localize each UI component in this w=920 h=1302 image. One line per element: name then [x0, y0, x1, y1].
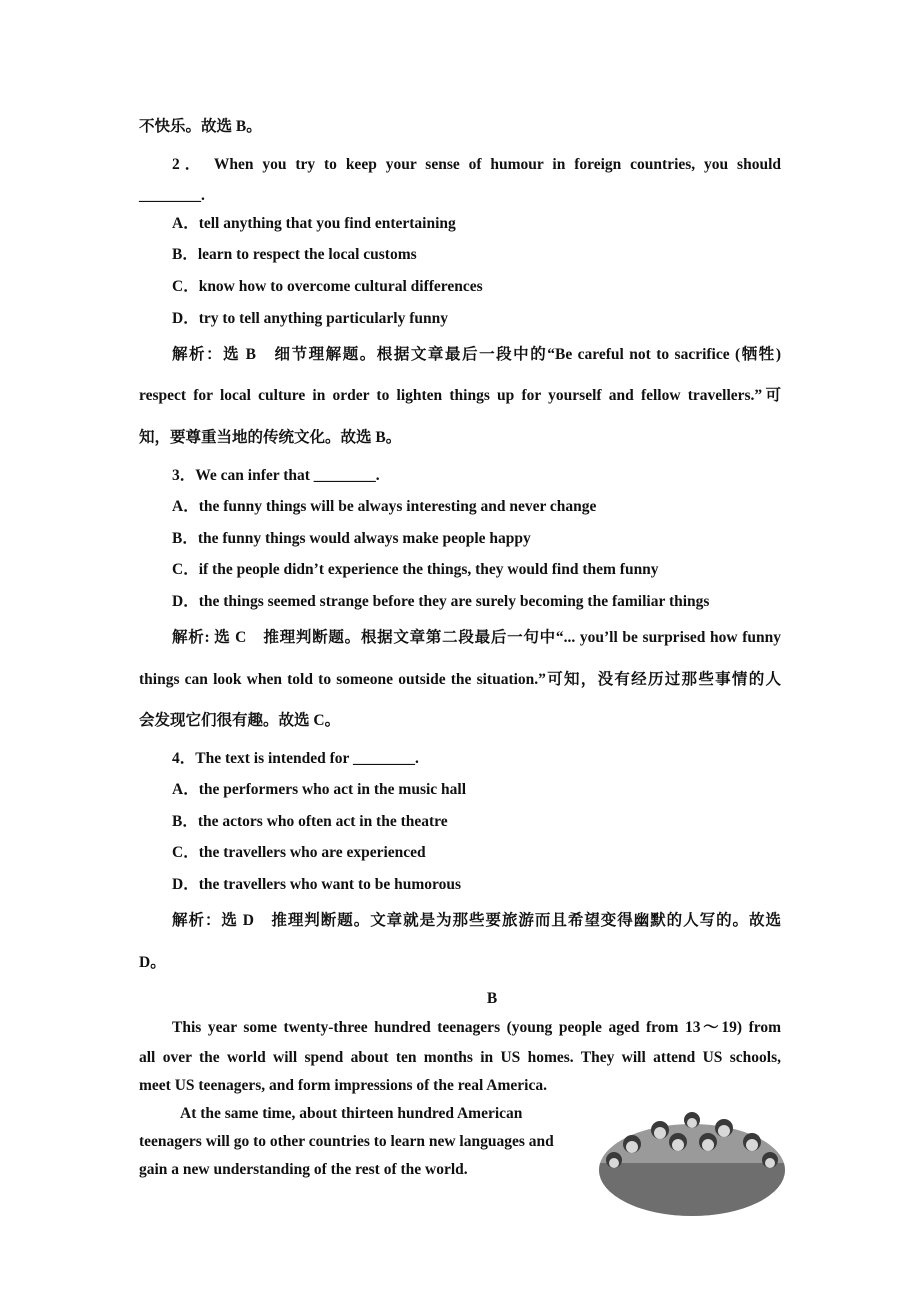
option-2c: C．know how to overcome cultural differences [172, 278, 483, 295]
question-3: 3．We can infer that ________. [172, 467, 380, 484]
answer-q1-end: 不快乐。故选 B。 [139, 118, 262, 135]
analysis-2-line1: 解析：选 B 细节理解题。根据文章最后一段中的“Be careful not to sacrifice (牺牲) [172, 346, 781, 363]
option-4a: A．the performers who act in the music hall [172, 781, 467, 798]
passage-p1-line1: This year some twenty-three hundred teenagers (young people aged from 13～19) from [172, 1019, 781, 1036]
option-3a: A．the funny things will be always interesting and never change [172, 498, 597, 515]
passage-p1-line3: meet US teenagers, and form impressions of the real America. [139, 1077, 547, 1094]
analysis-3-line3: 会发现它们很有趣。故选 C。 [139, 712, 341, 729]
option-4b: B．the actors who often act in the theatre [172, 813, 448, 830]
analysis-4-line2: D。 [139, 954, 166, 971]
analysis-4-line1: 解析：选 D 推理判断题。文章就是为那些要旅游而且希望变得幽默的人写的。故选 [172, 912, 781, 929]
option-3d: D．the things seemed strange before they are surely becoming the familiar things [172, 593, 710, 610]
passage-p2-line2: teenagers will go to other countries to learn new languages and [139, 1133, 554, 1150]
analysis-3-line1: 解析: 选 C 推理判断题。根据文章第二段最后一句中“... you’ll be surprised how funny [172, 629, 781, 646]
option-2d: D．try to tell anything particularly funny [172, 310, 448, 327]
analysis-3-line2: things can look when told to someone outside the situation.”可知，没有经历过那些事情的人 [139, 671, 781, 688]
option-3b: B．the funny things would always make people happy [172, 530, 531, 547]
question-2: 2． When you try to keep your sense of humour in foreign countries, you should [172, 156, 781, 173]
option-4c: C．the travellers who are experienced [172, 844, 426, 861]
option-4d: D．the travellers who want to be humorous [172, 876, 462, 893]
question-2-blank: ________. [139, 187, 205, 204]
section-heading: B [486, 990, 498, 1007]
passage-p2-line3: gain a new understanding of the rest of the world. [139, 1161, 468, 1178]
teenagers-photo [598, 1108, 786, 1216]
option-2a: A．tell anything that you find entertaining [172, 215, 456, 232]
passage-p2-line1: At the same time, about thirteen hundred American [180, 1105, 523, 1122]
option-2b: B．learn to respect the local customs [172, 246, 417, 263]
option-3c: C．if the people didn’t experience the things, they would find them funny [172, 561, 659, 578]
question-4: 4．The text is intended for ________. [172, 750, 419, 767]
passage-p1-line2: all over the world will spend about ten months in US homes. They will attend US schools, [139, 1049, 781, 1066]
analysis-2-line2: respect for local culture in order to lighten things up for yourself and fellow travellers.”可 [139, 387, 781, 404]
analysis-2-line3: 知，要尊重当地的传统文化。故选 B。 [139, 429, 402, 446]
